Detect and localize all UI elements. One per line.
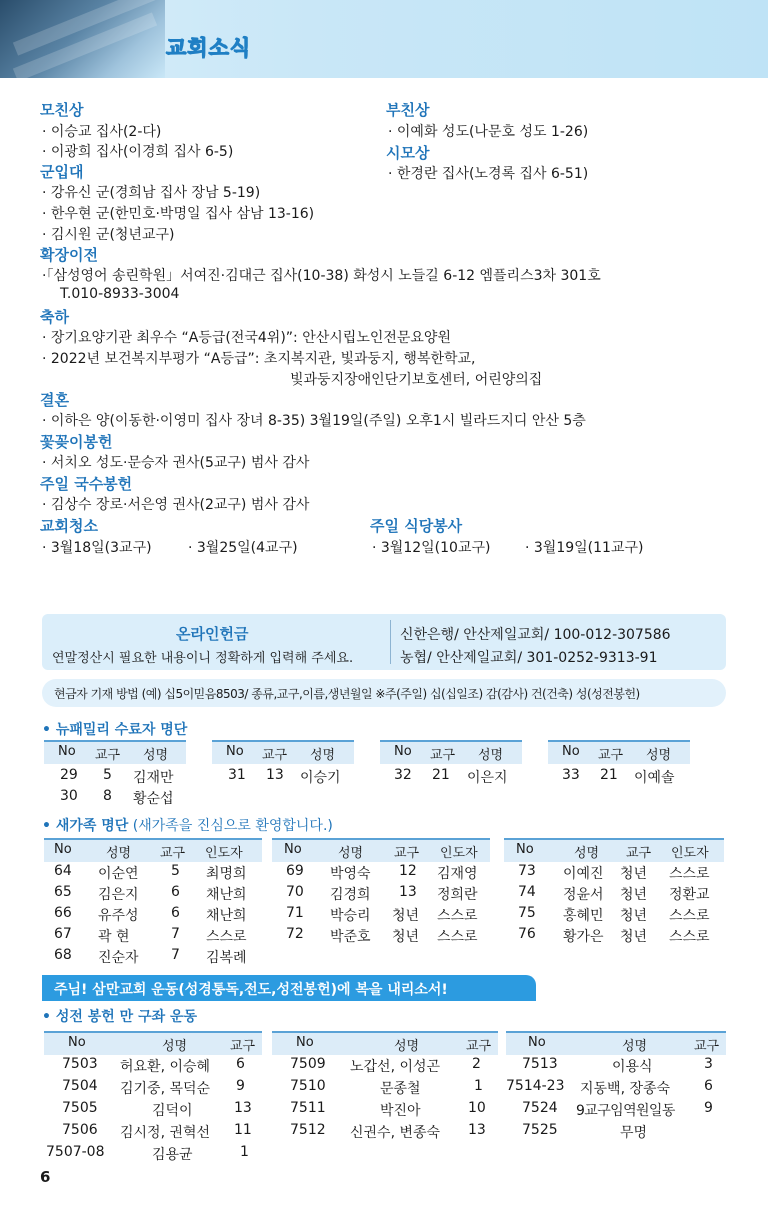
- cell: 7503: [62, 1056, 98, 1072]
- col-header: 성명: [622, 1039, 648, 1054]
- heading-noodle: 주일 국수봉헌: [40, 475, 133, 493]
- news-item: · 한우현 군(한민호·박명일 집사 삼남 13-16): [42, 206, 315, 222]
- cell: 72: [286, 926, 304, 942]
- cell: 김재영: [437, 866, 478, 882]
- cell: 33: [562, 767, 580, 783]
- news-item: · 이예화 성도(나문호 성도 1-26): [388, 124, 589, 140]
- heading-mother-funeral: 모친상: [40, 101, 84, 119]
- cell: 김은지: [98, 887, 139, 903]
- col-header: No: [516, 842, 534, 857]
- cell: 청년: [620, 929, 648, 945]
- cell: 이예솔: [634, 770, 675, 786]
- campaign-text: 주님! 삼만교회 운동(성경통독,전도,성전봉헌)에 복을 내리소서!: [54, 982, 448, 998]
- cell: 홍혜민: [563, 908, 604, 924]
- news-item: ·「삼성영어 송린학원」서여진·김대근 집사(10-38) 화성시 노들길 6-12 엠플리스3차 301호: [42, 268, 601, 284]
- cell: 황순섭: [133, 791, 174, 807]
- section-title: • 새가족 명단: [42, 818, 129, 834]
- cell: 7504: [62, 1078, 98, 1094]
- news-item: · 한경란 집사(노경록 집사 6-51): [388, 166, 589, 182]
- cell: 스스로: [437, 908, 478, 924]
- cell: 7514-23: [506, 1078, 565, 1094]
- cell: 정희란: [437, 887, 478, 903]
- offering-method-bar: [42, 679, 726, 707]
- cell: 7511: [290, 1100, 326, 1116]
- cell: 문종철: [380, 1081, 421, 1097]
- cell: 최명희: [206, 866, 247, 882]
- heading-motherinlaw-funeral: 시모상: [386, 144, 430, 162]
- col-header: 성명: [574, 846, 600, 861]
- lunch-date: · 3월12일(10교구): [372, 540, 491, 556]
- cell: 유주성: [98, 908, 139, 924]
- col-header: No: [68, 1035, 86, 1050]
- cell: 6: [236, 1056, 245, 1072]
- heading-father-funeral: 부친상: [386, 101, 430, 119]
- col-header: No: [528, 1035, 546, 1050]
- cell: 청년: [392, 929, 420, 945]
- cell: 7512: [290, 1122, 326, 1138]
- section-subtitle: (새가족을 진심으로 환영합니다.): [132, 818, 333, 834]
- cell: 청년: [620, 887, 648, 903]
- cell: 7524: [522, 1100, 558, 1116]
- cell: 9교구임역원일동: [576, 1103, 675, 1119]
- cell: 박준호: [330, 929, 371, 945]
- cell: 13: [266, 767, 284, 783]
- cell: 무명: [620, 1125, 648, 1141]
- col-header: 성명: [310, 748, 336, 763]
- col-header: 교구: [394, 846, 420, 861]
- cell: 31: [228, 767, 246, 783]
- cell: 7507-08: [46, 1144, 105, 1160]
- cell: 7506: [62, 1122, 98, 1138]
- cell: 정환교: [669, 887, 710, 903]
- cell: 7: [171, 926, 180, 942]
- cell: 김기중, 목덕순: [120, 1081, 211, 1097]
- cell: 청년: [620, 908, 648, 924]
- cell: 김용균: [152, 1147, 193, 1163]
- cell: 김복례: [206, 950, 247, 966]
- col-header: 인도자: [440, 846, 478, 861]
- cell: 32: [394, 767, 412, 783]
- cell: 13: [399, 884, 417, 900]
- cell: 채난희: [206, 887, 247, 903]
- col-header: 성명: [106, 846, 132, 861]
- news-item: · 이승교 집사(2-다): [42, 124, 162, 140]
- section-title: • 성전 봉헌 만 구좌 운동: [42, 1009, 198, 1025]
- cell: 9: [704, 1100, 713, 1116]
- cell: 74: [518, 884, 536, 900]
- cell: 29: [60, 767, 78, 783]
- cell: 김경희: [330, 887, 371, 903]
- cell: 68: [54, 947, 72, 963]
- col-header: No: [58, 744, 76, 759]
- col-header: 교구: [160, 846, 186, 861]
- heading-congrats: 축하: [40, 308, 69, 326]
- section-title: • 뉴패밀리 수료자 명단: [42, 722, 188, 738]
- cell: 스스로: [669, 929, 710, 945]
- cell: 스스로: [206, 929, 247, 945]
- news-item: · 김시원 군(청년교구): [42, 227, 175, 243]
- cell: 이은지: [467, 770, 508, 786]
- cell: 11: [234, 1122, 252, 1138]
- col-header: No: [284, 842, 302, 857]
- cell: 곽 현: [98, 929, 130, 945]
- col-header: 교구: [598, 748, 624, 763]
- cell: 21: [432, 767, 450, 783]
- cell: 신권수, 변종숙: [350, 1125, 441, 1141]
- bank-account: 신한은행/ 안산제일교회/ 100-012-307586: [400, 627, 671, 643]
- col-header: 성명: [646, 748, 672, 763]
- cell: 70: [286, 884, 304, 900]
- cell: 65: [54, 884, 72, 900]
- cell: 9: [236, 1078, 245, 1094]
- heading-relocation: 확장이전: [40, 246, 98, 264]
- col-header: 성명: [162, 1039, 188, 1054]
- news-item: 빛과둥지장애인단기보호센터, 어린양의집: [290, 372, 543, 388]
- cell: 3: [704, 1056, 713, 1072]
- cell: 13: [468, 1122, 486, 1138]
- news-item: · 2022년 보건복지부평가 “A등급”: 초지복지관, 빛과둥지, 행복한학교,: [42, 351, 476, 367]
- col-header: No: [226, 744, 244, 759]
- cell: 76: [518, 926, 536, 942]
- cell: 정윤서: [563, 887, 604, 903]
- cell: 13: [234, 1100, 252, 1116]
- col-header: 교구: [466, 1039, 492, 1054]
- cell: 71: [286, 905, 304, 921]
- offering-method: 현금자 기재 방법 (예) 십5이믿음8503/ 종류,교구,이름,생년월일 ※주(주일) 십(십일조) 감(감사) 건(건축) 성(성전봉헌): [54, 687, 640, 701]
- cell: 67: [54, 926, 72, 942]
- col-header: 성명: [478, 748, 504, 763]
- cell: 김덕이: [152, 1103, 193, 1119]
- cell: 박영숙: [330, 866, 371, 882]
- heading-wedding: 결혼: [40, 391, 69, 409]
- col-header: 성명: [394, 1039, 420, 1054]
- cell: 66: [54, 905, 72, 921]
- col-header: 교구: [95, 748, 121, 763]
- heading-cleaning: 교회청소: [40, 517, 98, 535]
- heading-flowers: 꽃꽂이봉헌: [40, 433, 113, 451]
- col-header: 교구: [262, 748, 288, 763]
- cell: 이예진: [563, 866, 604, 882]
- cell: 6: [171, 884, 180, 900]
- col-header: 교구: [430, 748, 456, 763]
- lunch-date: · 3월19일(11교구): [525, 540, 644, 556]
- cell: 7525: [522, 1122, 558, 1138]
- cell: 5: [103, 767, 112, 783]
- header-banner: [0, 0, 768, 78]
- col-header: 성명: [338, 846, 364, 861]
- cell: 5: [171, 863, 180, 879]
- cell: 허요환, 이승혜: [120, 1059, 211, 1075]
- col-header: 교구: [230, 1039, 256, 1054]
- cell: 7509: [290, 1056, 326, 1072]
- news-item: · 이하은 양(이동한·이영미 집사 장녀 8-35) 3월19일(주일) 오후1시 빌라드지디 안산 5층: [42, 413, 586, 429]
- bank-account: 농협/ 안산제일교회/ 301-0252-9313-91: [400, 650, 658, 666]
- cell: 노갑선, 이성곤: [350, 1059, 441, 1075]
- section-title-wrap: [42, 815, 333, 835]
- news-item: · 장기요양기관 최우수 “A등급(전국4위)”: 안산시립노인전문요양원: [42, 330, 451, 346]
- col-header: 교구: [626, 846, 652, 861]
- cell: 2: [472, 1056, 481, 1072]
- cell: 8: [103, 788, 112, 804]
- cell: 1: [474, 1078, 483, 1094]
- cell: 12: [399, 863, 417, 879]
- cell: 7: [171, 947, 180, 963]
- cell: 7513: [522, 1056, 558, 1072]
- cell: 박진아: [380, 1103, 421, 1119]
- cell: 지동백, 장종숙: [580, 1081, 671, 1097]
- col-header: No: [54, 842, 72, 857]
- cell: 황가은: [563, 929, 604, 945]
- online-offering-note: 연말정산시 필요한 내용이니 정확하게 입력해 주세요.: [52, 651, 354, 666]
- cell: 이용식: [612, 1059, 653, 1075]
- col-header: No: [296, 1035, 314, 1050]
- cell: 1: [240, 1144, 249, 1160]
- cell: 진순자: [98, 950, 139, 966]
- cell: 청년: [392, 908, 420, 924]
- cell: 73: [518, 863, 536, 879]
- online-offering-title: 온라인헌금: [176, 625, 249, 643]
- cell: 7510: [290, 1078, 326, 1094]
- col-header: No: [562, 744, 580, 759]
- cell: 김재만: [133, 770, 174, 786]
- news-item: · 이광희 집사(이경희 집사 6-5): [42, 144, 234, 160]
- cell: 64: [54, 863, 72, 879]
- news-item: · 강유신 군(경희남 집사 장남 5-19): [42, 185, 261, 201]
- online-offering-box: [42, 614, 726, 670]
- cell: 김시정, 권혁선: [120, 1125, 211, 1141]
- cell: 30: [60, 788, 78, 804]
- page-title: 교회소식: [166, 36, 252, 60]
- col-header: No: [394, 744, 412, 759]
- banner-image: [0, 0, 165, 78]
- cell: 75: [518, 905, 536, 921]
- col-header: 성명: [143, 748, 169, 763]
- cell: 10: [468, 1100, 486, 1116]
- cell: 69: [286, 863, 304, 879]
- campaign-banner: [42, 975, 536, 1001]
- cell: 6: [704, 1078, 713, 1094]
- cell: 21: [600, 767, 618, 783]
- cell: 청년: [620, 866, 648, 882]
- news-item: · 김상수 장로·서은영 권사(2교구) 범사 감사: [42, 497, 310, 513]
- col-header: 인도자: [205, 846, 243, 861]
- cell: 6: [171, 905, 180, 921]
- cell: 채난희: [206, 908, 247, 924]
- cleaning-date: · 3월25일(4교구): [188, 540, 298, 556]
- cell: 스스로: [437, 929, 478, 945]
- cell: 박승리: [330, 908, 371, 924]
- cell: 7505: [62, 1100, 98, 1116]
- heading-lunch-service: 주일 식당봉사: [370, 517, 463, 535]
- cleaning-date: · 3월18일(3교구): [42, 540, 152, 556]
- col-header: 교구: [694, 1039, 720, 1054]
- news-item: · 서치오 성도·문승자 권사(5교구) 범사 감사: [42, 455, 310, 471]
- col-header: 인도자: [671, 846, 709, 861]
- cell: 이승기: [300, 770, 341, 786]
- heading-military: 군입대: [40, 163, 84, 181]
- news-item: T.010-8933-3004: [60, 286, 180, 302]
- cell: 스스로: [669, 908, 710, 924]
- cell: 이순연: [98, 866, 139, 882]
- cell: 스스로: [669, 866, 710, 882]
- page-number: 6: [40, 1168, 51, 1186]
